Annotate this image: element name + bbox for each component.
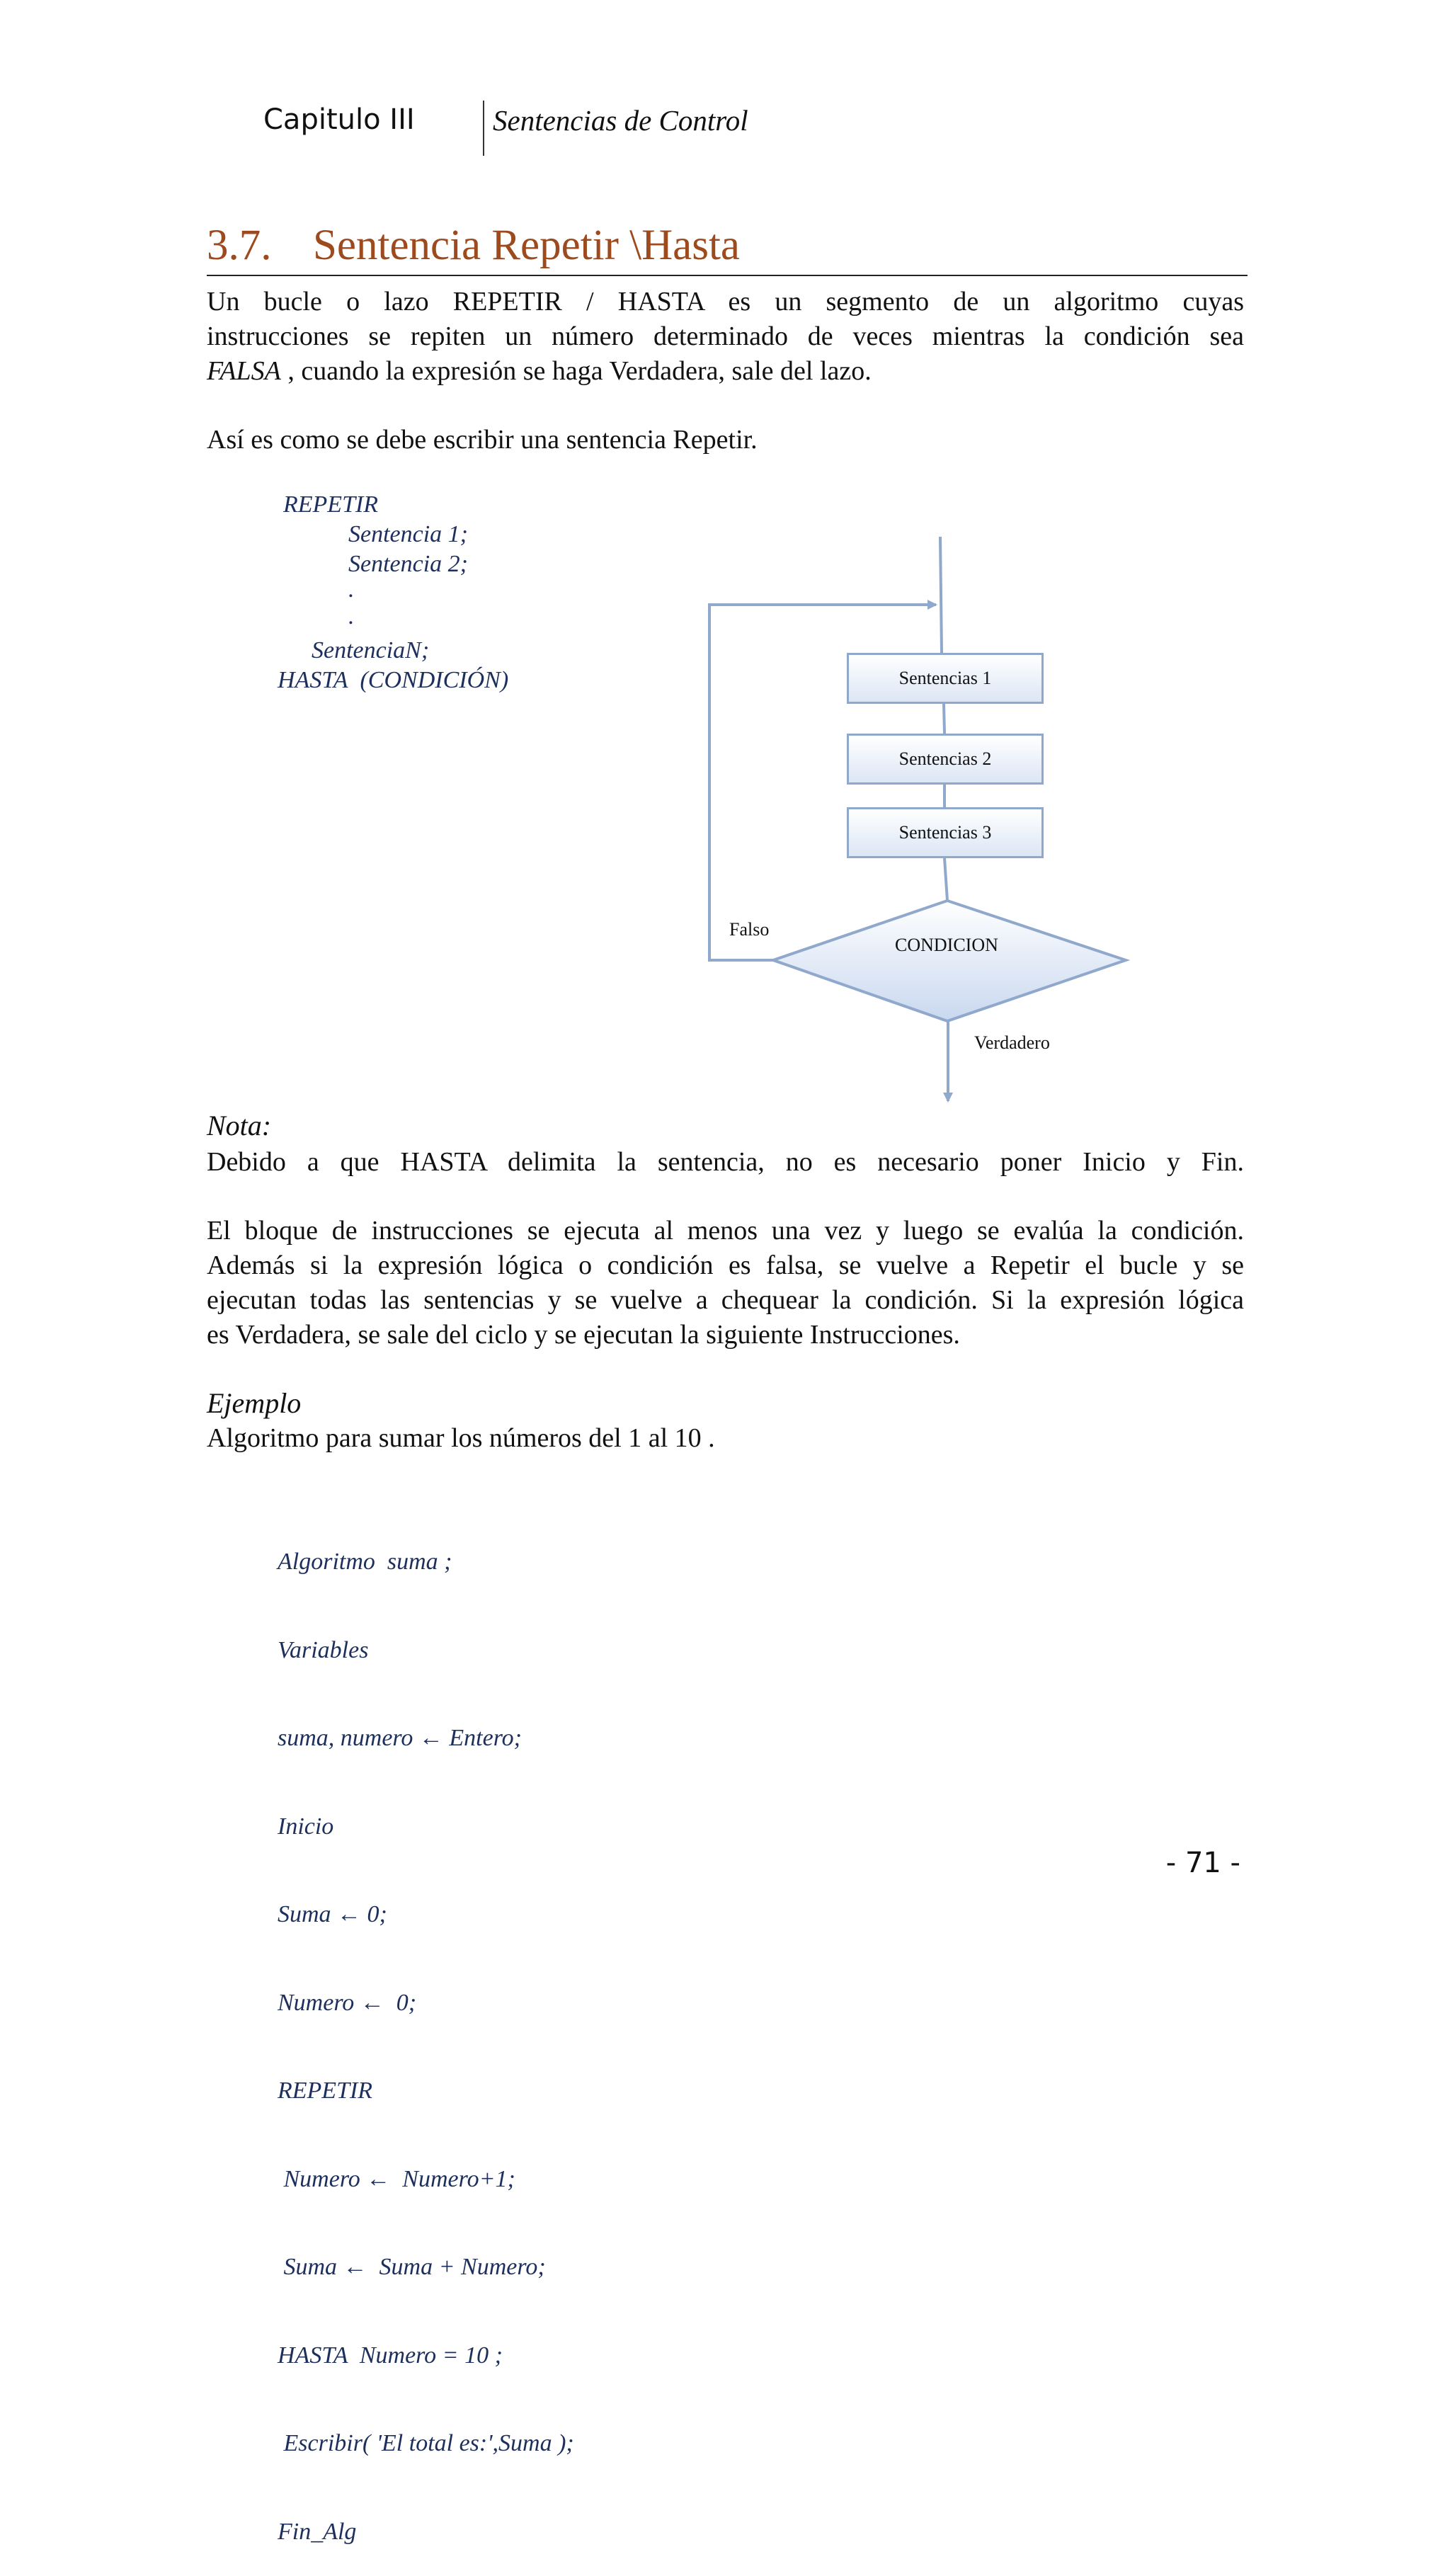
- note-p2-line-1: El bloque de instrucciones se ejecuta al menos una vez y luego se evalúa la condición.: [207, 1216, 1244, 1246]
- falsa-word: FALSA: [207, 356, 281, 386]
- code-line: Numero ← Numero+1;: [278, 2165, 515, 2192]
- example-description: Algoritmo para sumar los números del 1 al 10 .: [207, 1423, 715, 1453]
- code-line: Algoritmo suma ;: [278, 1549, 452, 1575]
- code-line: suma, numero ← Entero;: [278, 1725, 522, 1751]
- code-line: Inicio: [278, 1813, 334, 1840]
- code-line: Suma ← Suma + Numero;: [278, 2254, 546, 2280]
- true-label: Verdadero: [974, 1032, 1050, 1053]
- code-line: Escribir( 'El total es:',Suma );: [278, 2430, 574, 2456]
- flow-box-3: Sentencias 3: [847, 807, 1044, 858]
- example-heading: Ejemplo: [207, 1387, 302, 1419]
- note-paragraph-1: [207, 1145, 1244, 1180]
- code-line: Numero ← 0;: [278, 1989, 417, 2016]
- code-line: HASTA Numero = 10 ;: [278, 2342, 503, 2369]
- code-sentencia-2: Sentencia 2;: [348, 551, 468, 577]
- note-heading: Nota:: [207, 1110, 272, 1141]
- note-paragraph-2: [207, 1214, 1244, 1352]
- code-dot-1: .: [348, 576, 355, 603]
- code-condicion: (CONDICIÓN): [360, 667, 509, 693]
- code-sentencia-1: Sentencia 1;: [348, 521, 468, 547]
- note-p2-line-3: ejecutan todas las sentencias y se vuelve a chequear la condición. Si la expresión lógica: [207, 1285, 1244, 1315]
- chapter-label: Capitulo III: [263, 103, 415, 136]
- code-line: Fin_Alg: [278, 2518, 357, 2545]
- section-number: 3.7.: [207, 222, 272, 269]
- decision-label: CONDICION: [895, 935, 998, 955]
- flow-line-3-cond: [944, 858, 947, 901]
- syntax-intro: Así es como se debe escribir una sentencia Repetir.: [207, 425, 758, 455]
- code-hasta-kw: HASTA: [278, 667, 348, 693]
- intro-line-2: instrucciones se repiten un número determinado de veces mientras la condición sea: [207, 321, 1244, 351]
- flow-box-1: Sentencias 1: [847, 653, 1044, 704]
- section-label: Sentencias de Control: [493, 104, 748, 137]
- intro-line-1: Un bucle o lazo REPETIR / HASTA es un segmento de un algoritmo cuyas: [207, 287, 1244, 317]
- false-label: Falso: [729, 919, 770, 940]
- code-dot-2: .: [348, 603, 355, 629]
- note-line-1: Debido a que HASTA delimita la sentencia, no es necesario poner Inicio y Fin.: [207, 1147, 1244, 1177]
- code-line: REPETIR: [278, 2078, 373, 2104]
- note-p2-line-4: es Verdadera, se sale del ciclo y se ejecutan la siguiente Instrucciones.: [207, 1320, 960, 1350]
- code-line: Suma ← 0;: [278, 1901, 387, 1927]
- code-sentencia-n: SentenciaN;: [312, 637, 430, 663]
- code-line: Variables: [278, 1636, 369, 1663]
- decision-diamond: [773, 901, 1126, 1021]
- flow-line-top: [940, 537, 942, 653]
- code-repetir: REPETIR: [283, 491, 379, 518]
- note-p2-line-2: Además si la expresión lógica o condición es falsa, se vuelve a Repetir el bucle y se: [207, 1250, 1244, 1280]
- flow-box-2: Sentencias 2: [847, 734, 1044, 785]
- page-number: - 71 -: [1165, 1847, 1240, 1879]
- intro-line-3-rest: , cuando la expresión se haga Verdadera, sale del lazo.: [280, 356, 872, 386]
- section-title-text: Sentencia Repetir \Hasta: [313, 222, 741, 269]
- example-code: [278, 1488, 574, 2576]
